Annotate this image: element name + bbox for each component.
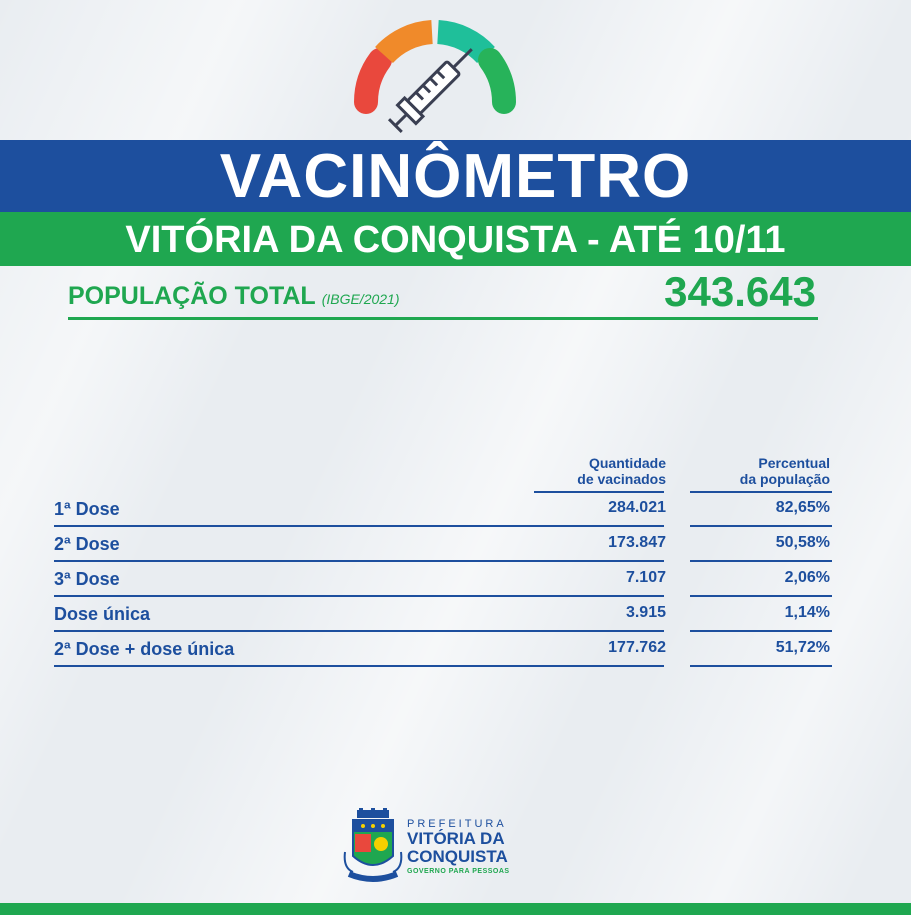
logo-slogan: GOVERNO PARA PESSOAS: [407, 868, 510, 875]
row-divider: [54, 595, 664, 597]
page-title: VACINÔMETRO: [0, 140, 911, 212]
logo-prefeitura: PREFEITURA: [407, 818, 507, 830]
population-row: [68, 268, 818, 320]
row-label: Dose única: [54, 604, 151, 624]
page-subtitle: VITÓRIA DA CONQUISTA - ATÉ 10/11: [0, 212, 911, 266]
logo-city-line2: CONQUISTA: [407, 847, 508, 866]
row-percent: 50,58%: [775, 534, 830, 551]
row-divider: [690, 665, 832, 667]
row-percent: 1,14%: [784, 604, 830, 621]
row-quantity: 284.021: [608, 499, 666, 516]
row-divider: [690, 525, 832, 527]
prefeitura-logo: [343, 808, 533, 886]
table-row: [54, 528, 834, 562]
table-row: [54, 633, 834, 667]
divider: [68, 317, 818, 320]
row-percent: 2,06%: [784, 569, 830, 586]
row-quantity: 177.762: [608, 639, 666, 656]
gauge-icon: [340, 14, 530, 139]
row-quantity: 173.847: [608, 534, 666, 551]
row-label: 2ª Dose: [54, 534, 120, 554]
population-value: 343.643: [664, 268, 816, 315]
column-header-percent-line2: da população: [739, 471, 830, 487]
logo-city-line1: VITÓRIA DA: [407, 829, 505, 848]
population-source: (IBGE/2021): [321, 291, 400, 307]
row-divider: [690, 560, 832, 562]
city-crest-icon: [343, 808, 403, 886]
row-quantity: 3.915: [625, 604, 666, 621]
row-label: 2ª Dose + dose única: [54, 639, 235, 659]
row-divider: [690, 630, 832, 632]
row-divider: [54, 560, 664, 562]
footer-bar: [0, 903, 911, 915]
table-row: [54, 493, 834, 527]
column-header-quantity-line1: Quantidade: [588, 455, 666, 471]
row-percent: 82,65%: [775, 499, 830, 516]
row-percent: 51,72%: [775, 639, 830, 656]
row-label: 1ª Dose: [54, 499, 120, 519]
row-label: 3ª Dose: [54, 569, 120, 589]
row-quantity: 7.107: [625, 569, 666, 586]
table-row: [54, 563, 834, 597]
column-header-percent: [714, 455, 830, 487]
logo-text: [407, 818, 510, 875]
row-divider: [690, 595, 832, 597]
table-row: [54, 598, 834, 632]
row-divider: [54, 665, 664, 667]
column-header-quantity-line2: de vacinados: [577, 471, 666, 487]
column-header-quantity: [554, 455, 666, 487]
row-divider: [54, 630, 664, 632]
row-divider: [54, 525, 664, 527]
column-header-percent-line1: Percentual: [758, 455, 830, 471]
population-label: [68, 282, 400, 311]
population-label-text: POPULAÇÃO TOTAL: [68, 282, 316, 310]
